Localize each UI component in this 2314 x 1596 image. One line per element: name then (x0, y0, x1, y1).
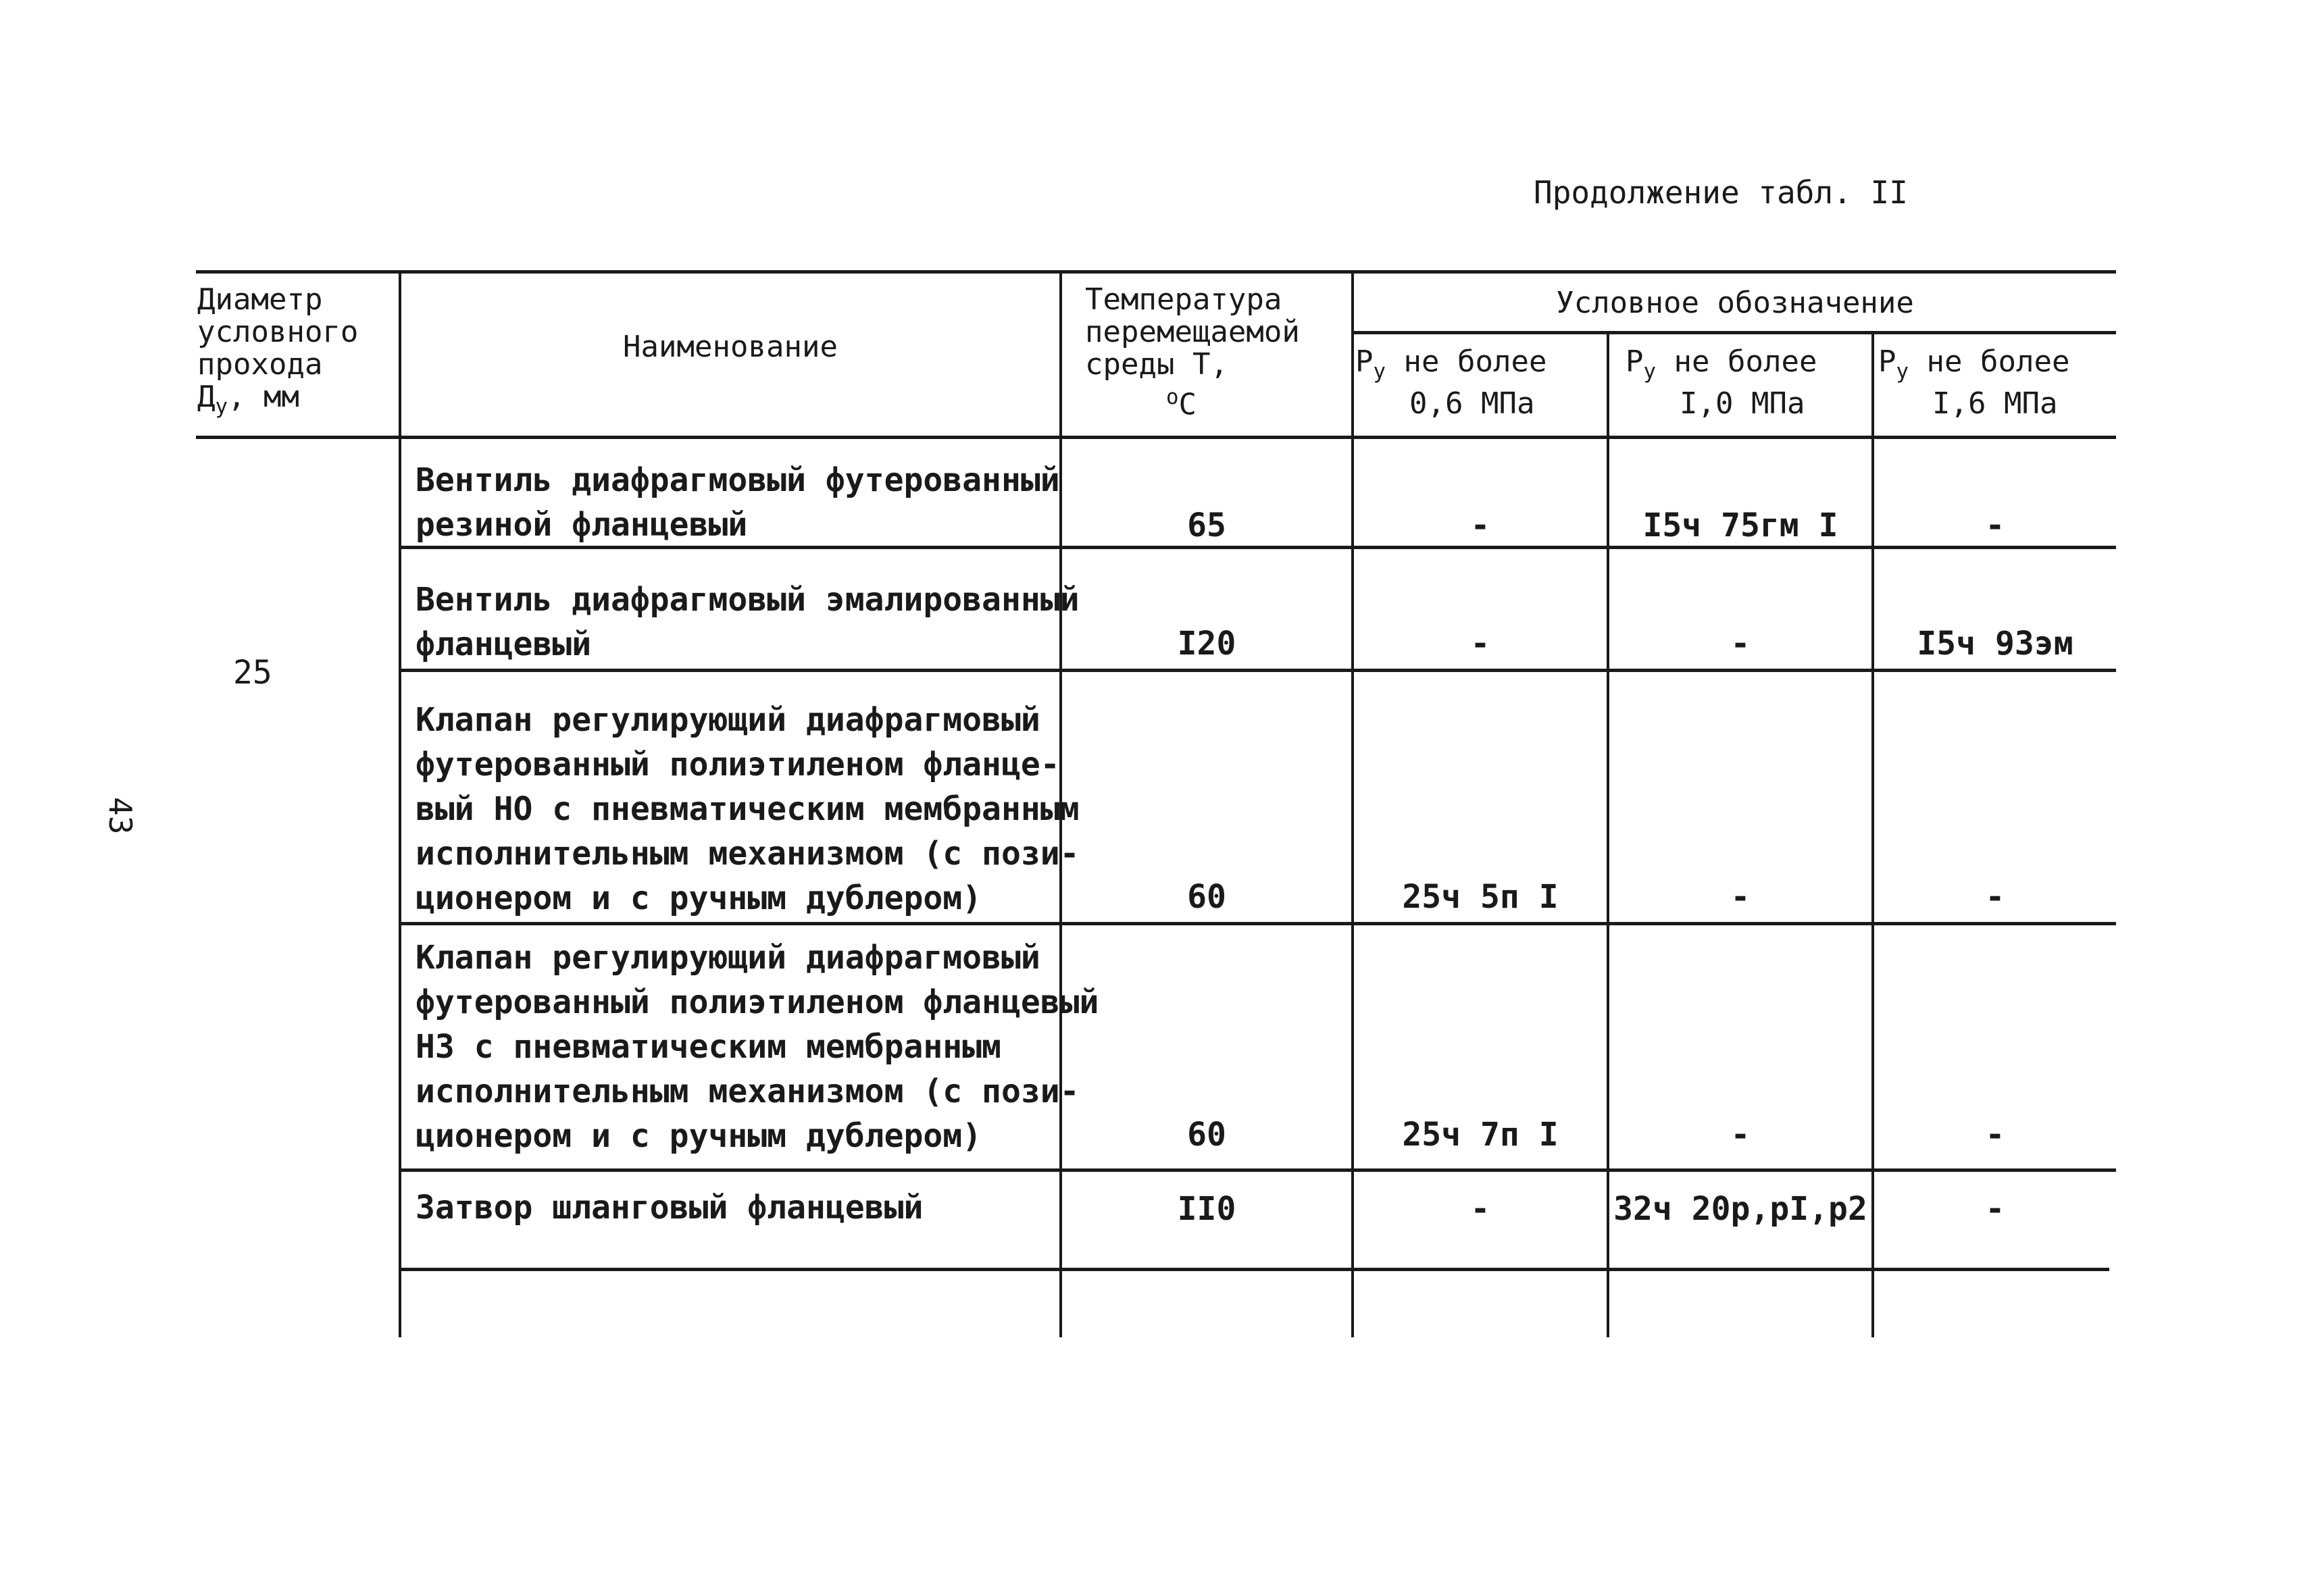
row-5-name: Затвор шланговый фланцевый (416, 1189, 924, 1227)
row-1-p10: I5ч 75гм I (1642, 507, 1838, 544)
col-divider-temperature (1351, 270, 1354, 1337)
table-top-border (196, 270, 2116, 274)
row-3-name: Клапан регулирующий диафрагмовый футерованный полиэтиленом фланце- вый НО с пневматическим мембранным исполнительным механизмом (с пози- ционером и с ручным дублером) (416, 701, 1080, 917)
row-2-p06: - (1470, 625, 1490, 663)
header-designation: Условное обозначение (1556, 286, 1914, 320)
row-5-temperature: II0 (1177, 1190, 1236, 1228)
row-3-p10: - (1730, 878, 1751, 916)
row-1-name: Вентиль диафрагмовый футерованный резиной фланцевый (416, 461, 1060, 544)
row-4-p06: 25ч 7п I (1402, 1116, 1559, 1154)
row-5-p16: - (1985, 1190, 2005, 1228)
col-divider-p06 (1607, 331, 1609, 1337)
row-4-p10: - (1730, 1116, 1751, 1154)
col-divider-diameter (399, 270, 401, 1337)
header-temperature: Температура перемещаемой среды Т, $^о$С (1085, 282, 1300, 422)
row-divider-5 (399, 1268, 2109, 1271)
row-4-temperature: 60 (1187, 1116, 1226, 1154)
row-2-name: Вентиль диафрагмовый эмалированный фланцевый (416, 581, 1080, 663)
page-number: 43 (102, 797, 139, 835)
row-1-p16: - (1985, 507, 2005, 544)
diameter-value: 25 (233, 654, 272, 692)
row-2-temperature: I20 (1177, 625, 1236, 663)
row-2-p10: - (1730, 625, 1751, 663)
designation-divider (1353, 331, 2116, 334)
row-5-p06: - (1470, 1190, 1490, 1228)
col-divider-p10 (1871, 331, 1874, 1337)
row-1-temperature: 65 (1187, 507, 1226, 544)
header-diameter: Диаметр условного прохода $Д_у$, мм (197, 282, 359, 419)
row-4-p16: - (1985, 1116, 2005, 1154)
header-name: Наименование (623, 330, 838, 364)
row-3-p06: 25ч 5п I (1402, 878, 1559, 916)
row-divider-4 (399, 1168, 2116, 1172)
header-pressure-06: $Р_у$ не более 0,6 МПа (1355, 344, 1547, 421)
row-3-temperature: 60 (1187, 878, 1226, 916)
header-bottom-border (196, 436, 2116, 439)
row-2-p16: I5ч 93эм (1917, 625, 2073, 663)
row-3-p16: - (1985, 878, 2005, 916)
row-1-p06: - (1470, 507, 1490, 544)
row-4-name: Клапан регулирующий диафрагмовый футерованный полиэтиленом фланцевый НЗ с пневматическим мембранным исполнительным механизмом (с пози- ционером и с ручным дублером) (416, 939, 1099, 1155)
table-caption: Продолжение табл. II (1534, 174, 1908, 211)
row-5-p10: 32ч 20р,рI,р2 (1613, 1190, 1867, 1228)
header-pressure-16: $Р_у$ не более I,6 МПа (1878, 344, 2070, 421)
row-divider-3 (399, 922, 2116, 925)
header-pressure-10: $Р_у$ не более I,0 МПа (1626, 344, 1817, 421)
row-divider-2 (399, 669, 2116, 672)
